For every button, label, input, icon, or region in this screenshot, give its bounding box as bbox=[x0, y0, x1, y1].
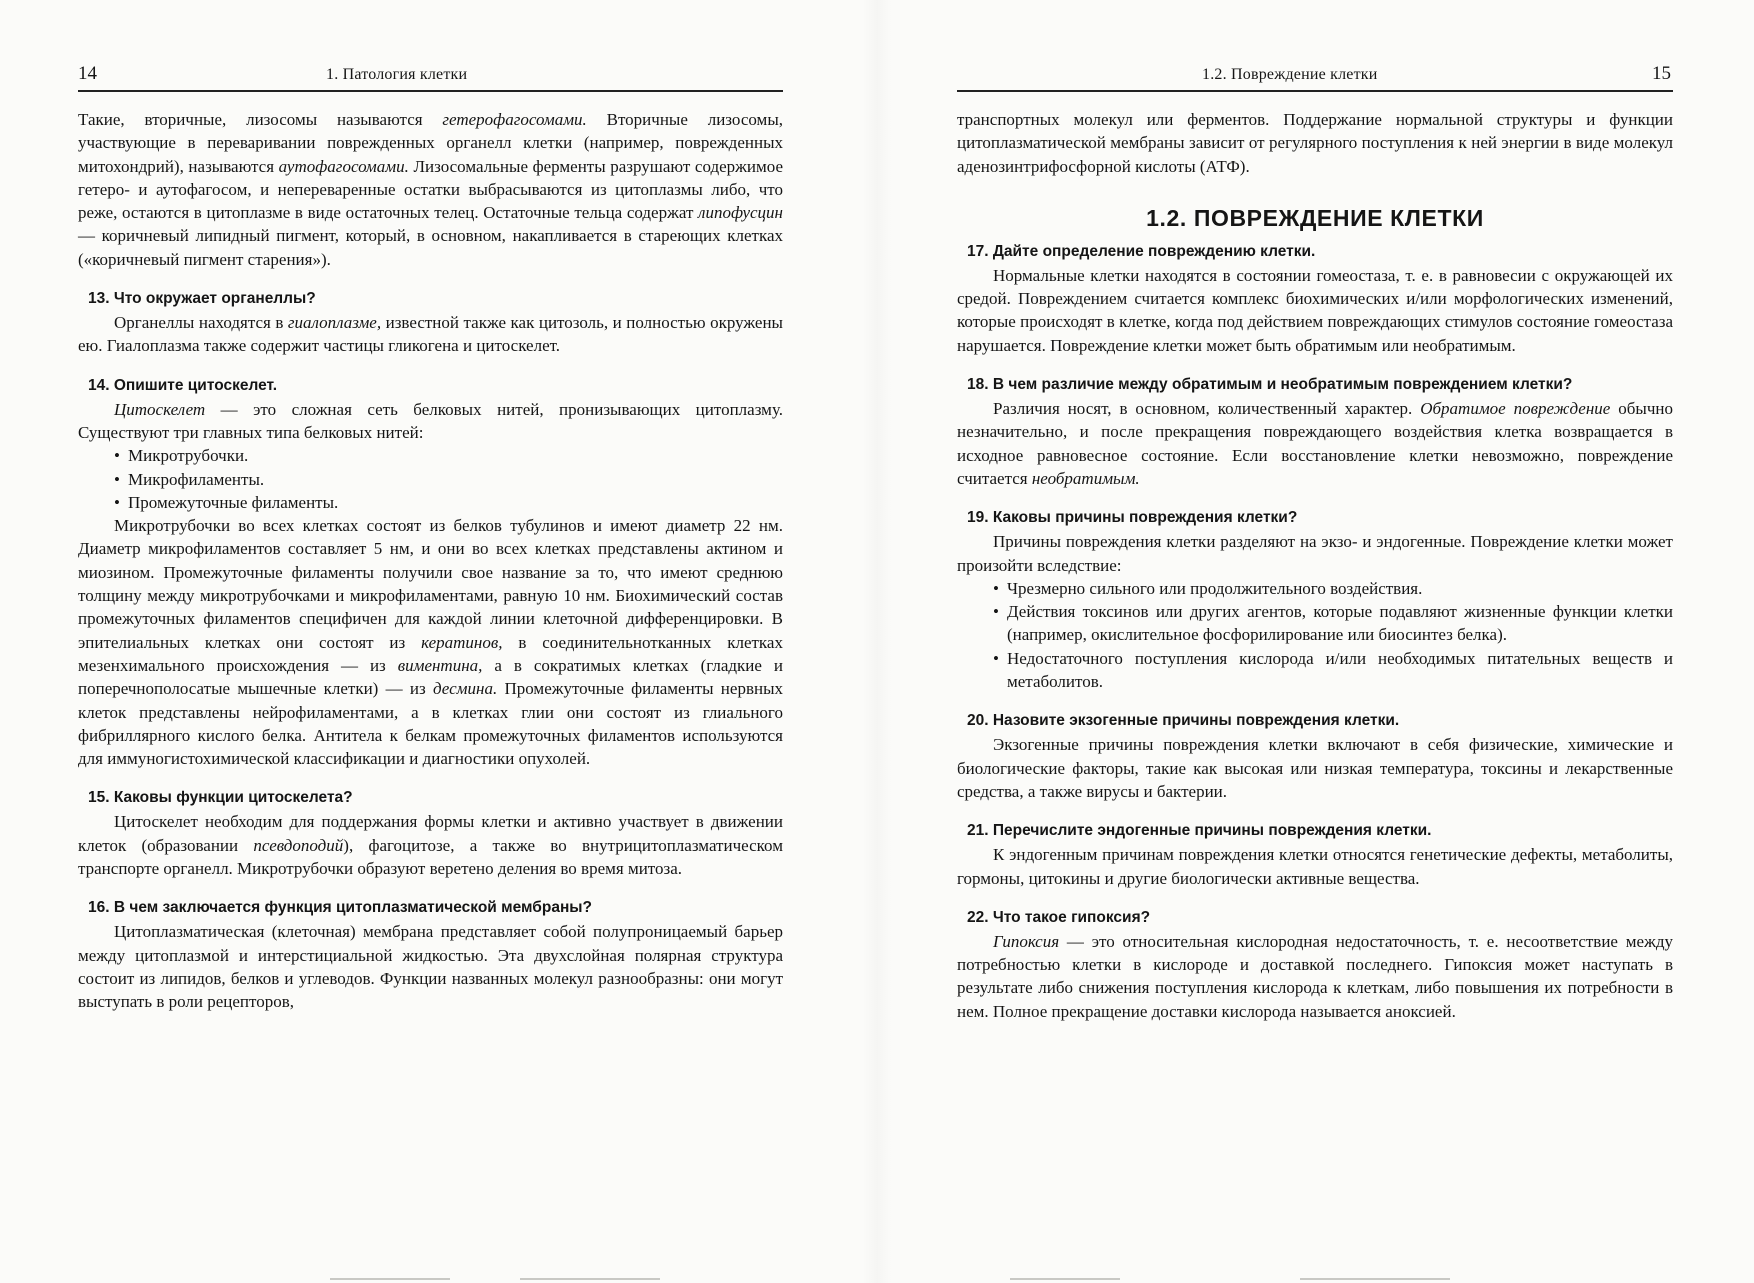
text-run: ), фагоцитозе, а также во внутрицитоплазматическом транспорте органелл. Микротрубочки образуют веретено деления во время митоза. bbox=[78, 835, 783, 879]
right-running-head bbox=[957, 62, 1673, 92]
scan-artifact bbox=[330, 1278, 450, 1280]
right-running-title: 1.2. Повреждение клетки bbox=[1202, 66, 1378, 83]
text-run: известной также как цитозоль, и полностью окружены ею. Гиалоплазма также содержит частицы гликогена и цитоскелет. bbox=[78, 313, 783, 356]
left-page bbox=[78, 0, 783, 1283]
term-cytoskeleton: Цитоскелет bbox=[114, 399, 206, 419]
question-heading-20: 20. Назовите экзогенные причины повреждения клетки. bbox=[967, 712, 1400, 730]
answer-14-body bbox=[78, 514, 783, 770]
question-heading-21: 21. Перечислите эндогенные причины повреждения клетки. bbox=[967, 822, 1432, 840]
list-item: • Микрофиламенты. bbox=[114, 468, 783, 491]
question-heading-17: 17. Дайте определение повреждению клетки. bbox=[967, 242, 1316, 260]
term-vimentin: виментина, bbox=[397, 655, 483, 675]
intro-paragraph bbox=[78, 108, 783, 271]
scan-artifact bbox=[520, 1278, 660, 1280]
question-heading-13: 13. Что окружает органеллы? bbox=[88, 290, 316, 308]
left-running-title: 1. Патология клетки bbox=[326, 66, 468, 83]
term-reversible-injury: Обратимое повреждение bbox=[1420, 399, 1611, 419]
left-page-number: 14 bbox=[78, 63, 97, 84]
answer-19: Причины повреждения клетки разделяют на экзо- и эндогенные. Повреждение клетки может произойти вследствие: bbox=[957, 532, 1673, 575]
text-run: Промежуточные филаменты нервных клеток представлены нейрофиламентами, а в клетках глии они состоят из глиального фибриллярного кислого белка. Антитела к белкам промежуточных филаментов используются для иммуногистохимической классификации и диагностики опухолей. bbox=[78, 679, 783, 769]
text-run: Цитоскелет необходим для поддержания формы клетки и активно участвует в движении клеток (образовании bbox=[78, 812, 783, 855]
term-irreversible: необратимым. bbox=[1031, 468, 1140, 488]
question-heading-19: 19. Каковы причины повреждения клетки? bbox=[967, 509, 1298, 527]
answer-20: Экзогенные причины повреждения клетки включают в себя физические, химические и биологические факторы, такие как высокая или низкая температура, токсины и лекарственные средства, а также вирусы и бактерии. bbox=[957, 735, 1673, 801]
answer-15 bbox=[78, 810, 783, 880]
question-heading-16: 16. В чем заключается функция цитоплазматической мембраны? bbox=[88, 899, 593, 917]
question-heading-18: 18. В чем различие между обратимым и необратимым повреждением клетки? bbox=[967, 376, 1573, 394]
term-lipofuscin: липофусцин bbox=[698, 203, 783, 223]
text-run: Лизосомальные ферменты разрушают содержимое гетеро- и аутофагосом, и непереваренные остатки выбрасываются из цитоплазмы либо, что реже, остаются в цитоплазме в виде остаточных телец. Остаточные тельца содержат bbox=[78, 156, 784, 223]
text-run: Различия носят, в основном, количественный характер. bbox=[993, 399, 1421, 419]
scan-artifact bbox=[1010, 1278, 1120, 1280]
answer-14-intro bbox=[78, 398, 783, 445]
injury-causes-list bbox=[957, 577, 1673, 693]
filament-types-list bbox=[78, 444, 783, 514]
text-run: обычно незначительно, и после прекращения повреждающего воздействия клетка возвращается в исходное равновесное состояние. Если восстановление клетки невозможно, повреждение считается bbox=[957, 399, 1673, 488]
text-run: — это сложная сеть белковых нитей, пронизывающих цитоплазму. Существуют три главных типа белковых нитей: bbox=[78, 399, 783, 442]
question-heading-15: 15. Каковы функции цитоскелета? bbox=[88, 789, 353, 807]
answer-16: Цитоплазматическая (клеточная) мембрана представляет собой полупроницаемый барьер между цитоплазмой и интерстициальной жидкостью. Эта двухслойная полярная структура состоит из липидов, белков и углеводов. Функции названных молекул разнообразны: они могут выступать в роли рецепторов, bbox=[78, 922, 783, 1012]
list-item: • Действия токсинов или других агентов, которые подавляют жизненные функции клетки (например, окислительное фосфорилирование или биосинтез белка). bbox=[993, 600, 1673, 647]
scan-artifact bbox=[1300, 1278, 1450, 1280]
text-run: а в сократимых клетках (гладкие и поперечнополосатые мышечные клетки) — из bbox=[78, 655, 784, 699]
left-running-head bbox=[78, 62, 783, 92]
answer-17: Нормальные клетки находятся в состоянии гомеостаза, т. е. в равновесии с окружающей их средой. Повреждением считается комплекс биохимических и/или морфологических изменений, которые происходят в клетке, когда под действием повреждающих стимулов состояние гомеостаза нарушается. Повреждение клетки может быть обратимым или необратимым. bbox=[957, 265, 1673, 355]
right-page-number: 15 bbox=[1652, 63, 1671, 84]
book-gutter bbox=[862, 0, 892, 1283]
answer-13 bbox=[78, 311, 783, 358]
answer-21: К эндогенным причинам повреждения клетки относятся генетические дефекты, метаболиты, гормоны, цитокины и другие биологически активные вещества. bbox=[957, 845, 1673, 888]
right-page bbox=[957, 0, 1673, 1283]
text-run: Вторичные лизосомы, участвующие в переваривании поврежденных органелл клетки (например, поврежденных митохондрий), называются bbox=[78, 110, 783, 176]
list-item: • Недостаточного поступления кислорода и/или необходимых питательных веществ и метаболитов. bbox=[993, 647, 1673, 694]
term-hyaloplasm: гиалоплазме, bbox=[287, 313, 382, 333]
text-run: — коричневый липидный пигмент, который, в основном, накапливается в стареющих клетках («коричневый пигмент старения»). bbox=[78, 226, 783, 269]
list-item: • Чрезмерно сильного или продолжительного воздействия. bbox=[993, 577, 1673, 600]
question-heading-14: 14. Опишите цитоскелет. bbox=[88, 376, 278, 394]
answer-18 bbox=[957, 397, 1673, 490]
continuation-paragraph: транспортных молекул или ферментов. Поддержание нормальной структуры и функции цитоплазматической мембраны зависит от регулярного поступления к ней энергии в виде молекул аденозинтрифосфорной кислоты (АТФ). bbox=[957, 110, 1673, 176]
term-autophagosomes: аутофагосомами. bbox=[278, 156, 409, 176]
term-desmin: десмина. bbox=[432, 679, 498, 699]
term-hypoxia: Гипоксия bbox=[993, 931, 1060, 951]
list-item: • Промежуточные филаменты. bbox=[114, 491, 783, 514]
answer-22 bbox=[957, 930, 1673, 1023]
text-run: Микротрубочки во всех клетках состоят из белков тубулинов и имеют диаметр 22 нм. Диаметр микрофиламентов составляет 5 нм, и они во всех клетках представлены актином и миозином. Промежуточные филаменты получили свое название за то, что имеют среднюю толщину между микротрубочками и микрофиламентами, равную 10 нм. Биохимический состав промежуточных филаментов специфичен для каждой линии клеточной дифференцировки. В эпителиальных клетках они состоят из bbox=[78, 516, 783, 652]
text-run: в соединительнотканных клетках мезенхимального происхождения — из bbox=[78, 632, 783, 675]
question-heading-22: 22. Что такое гипоксия? bbox=[967, 908, 1151, 926]
term-pseudopodia: псевдоподий bbox=[253, 835, 344, 855]
text-run: Органеллы находятся в bbox=[114, 313, 288, 333]
right-page-content bbox=[957, 108, 1673, 1023]
left-page-content bbox=[78, 108, 783, 1014]
list-item: • Микротрубочки. bbox=[114, 444, 783, 467]
term-keratins: кератинов, bbox=[421, 632, 503, 652]
text-run: — это относительная кислородная недостаточность, т. е. несоответствие между потребностью клетки в кислороде и доставкой последнего. Гипоксия может наступать в результате либо снижения поступления кислорода к клеткам, либо повышения их потребности в нем. Полное прекращение доставки кислорода называется аноксией. bbox=[957, 931, 1673, 1021]
section-title: 1.2. ПОВРЕЖДЕНИЕ КЛЕТКИ bbox=[1146, 204, 1484, 231]
term-heterophagosomes: гетерофагосомами. bbox=[442, 110, 587, 129]
text-run: Такие, вторичные, лизосомы называются bbox=[78, 110, 443, 129]
